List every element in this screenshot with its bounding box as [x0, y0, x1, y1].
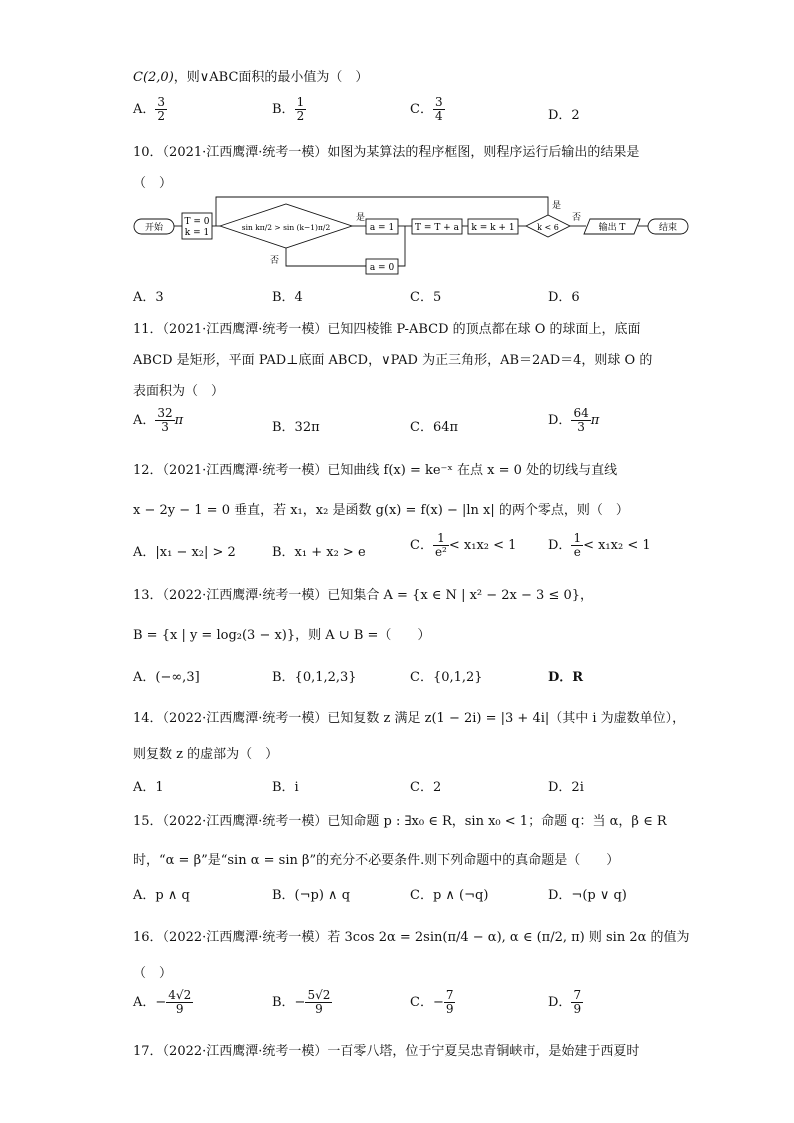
q16-option-d[interactable]: D． $\frac{7}{9}$ [548, 988, 582, 1016]
q14-option-a[interactable]: A．1 [133, 780, 164, 795]
svg-text:T = 0: T = 0 [184, 217, 210, 227]
q12-option-c[interactable]: C． $\frac{1}{\text{e²}}$ < x₁x₂ < 1 [410, 531, 517, 559]
q16-line1: 16．（2022·江西鹰潭·统考一模）若 3cos 2α = 2sin(π/4 − α), α ∈ (π/2, π) 则 sin 2α 的值为 [133, 930, 690, 945]
q9-tail: C(2,0)，则∨ABC面积的最小值为（ ） [133, 70, 369, 85]
q12-option-b[interactable]: B．x₁ + x₂ > e [272, 545, 366, 560]
q10-option-c[interactable]: C．5 [410, 290, 442, 305]
svg-text:输出 T: 输出 T [598, 223, 626, 233]
q15-option-a[interactable]: A．p ∧ q [133, 888, 190, 903]
q11-option-b[interactable]: B．32π [272, 420, 320, 435]
svg-text:k = 1: k = 1 [184, 228, 210, 238]
q14-option-d[interactable]: D．2i [548, 780, 584, 795]
q9-option-b[interactable]: B． $\frac{1}{2}$ [272, 95, 305, 123]
q10-option-a[interactable]: A．3 [133, 290, 164, 305]
q16-line2: （ ） [133, 966, 173, 981]
q11-option-d[interactable]: D． $\frac{64}{3}$ π [548, 406, 600, 434]
q12-line1: 12．（2021·江西鹰潭·统考一模）已知曲线 f(x) = ke⁻ˣ 在点 x = 0 处的切线与直线 [133, 463, 618, 478]
q10-option-d[interactable]: D．6 [548, 290, 580, 305]
svg-text:是: 是 [356, 213, 366, 223]
q13-line2: B = {x | y = log₂(3 − x)}，则 A ∪ B =（ ） [133, 628, 431, 643]
q13-option-c[interactable]: C．{0,1,2} [410, 670, 483, 685]
q13-option-b[interactable]: B．{0,1,2,3} [272, 670, 357, 685]
svg-text:a = 1: a = 1 [369, 223, 395, 233]
q10-paren: （ ） [133, 176, 173, 191]
q9-option-d[interactable]: D．2 [548, 108, 580, 123]
q15-option-c[interactable]: C．p ∧ (¬q) [410, 888, 489, 903]
q11-line3: 表面积为（ ） [133, 384, 225, 399]
svg-text:k < 6: k < 6 [537, 223, 559, 232]
svg-text:a = 0: a = 0 [369, 263, 395, 273]
q13-option-a[interactable]: A．(−∞,3] [133, 670, 200, 685]
svg-text:否: 否 [270, 256, 280, 266]
q14-option-b[interactable]: B．i [272, 780, 299, 795]
q15-option-b[interactable]: B．(¬p) ∧ q [272, 888, 351, 903]
q15-line2: 时，“α = β”是“sin α = sin β”的充分不必要条件.则下列命题中的真命题是（ ） [133, 853, 620, 868]
q16-option-a[interactable]: A．− $\frac{4√2}{9}$ [133, 988, 192, 1016]
q11-option-c[interactable]: C．64π [410, 420, 459, 435]
q9-option-c[interactable]: C． $\frac{3}{4}$ [410, 95, 443, 123]
svg-text:开始: 开始 [144, 223, 164, 233]
q12-option-d[interactable]: D． $\frac{1}{e}$ < x₁x₂ < 1 [548, 531, 651, 559]
svg-text:是: 是 [552, 201, 562, 211]
q14-line1: 14．（2022·江西鹰潭·统考一模）已知复数 z 满足 z(1 − 2i) = |3 + 4i|（其中 i 为虚数单位）， [133, 711, 686, 726]
q14-line2: 则复数 z 的虚部为（ ） [133, 747, 279, 762]
q13-option-d[interactable]: D．R [548, 670, 584, 685]
q17-line1: 17．（2022·江西鹰潭·统考一模）一百零八塔，位于宁夏吴忠青铜峡市，是始建于西夏时 [133, 1044, 640, 1059]
flowchart [128, 193, 694, 277]
q11-line1: 11．（2021·江西鹰潭·统考一模）已知四棱锥 P-ABCD 的顶点都在球 O 的球面上，底面 [133, 322, 641, 337]
q11-option-a[interactable]: A． $\frac{32}{3}$ π [133, 406, 184, 434]
q9-option-a[interactable]: A． $\frac{3}{2}$ [133, 95, 166, 123]
q12-option-a[interactable]: A．|x₁ − x₂| > 2 [133, 545, 236, 560]
svg-text:T = T + a: T = T + a [415, 223, 459, 233]
q16-option-b[interactable]: B．− $\frac{5√2}{9}$ [272, 988, 331, 1016]
svg-text:k = k + 1: k = k + 1 [471, 223, 515, 233]
q12-line2: x − 2y − 1 = 0 垂直，若 x₁，x₂ 是函数 g(x) = f(x) − |ln x| 的两个零点，则（ ） [133, 503, 629, 518]
q11-line2: ABCD 是矩形，平面 PAD⊥底面 ABCD，∨PAD 为正三角形，AB＝2AD＝4，则球 O 的 [133, 353, 653, 368]
svg-text:sin kπ/2 > sin (k−1)π/2: sin kπ/2 > sin (k−1)π/2 [241, 223, 331, 232]
q16-option-c[interactable]: C．− $\frac{7}{9}$ [410, 988, 454, 1016]
q13-line1: 13．（2022·江西鹰潭·统考一模）已知集合 A = {x ∈ N | x² − 2x − 3 ≤ 0}， [133, 588, 594, 603]
q15-option-d[interactable]: D．¬(p ∨ q) [548, 888, 627, 903]
svg-text:否: 否 [572, 213, 582, 223]
q10-stem: 10．（2021·江西鹰潭·统考一模）如图为某算法的程序框图，则程序运行后输出的结果是 [133, 145, 640, 160]
q10-option-b[interactable]: B．4 [272, 290, 303, 305]
svg-text:结束: 结束 [658, 223, 678, 233]
q14-option-c[interactable]: C．2 [410, 780, 442, 795]
q15-line1: 15．（2022·江西鹰潭·统考一模）已知命题 p : ∃x₀ ∈ R，sin x₀ < 1；命题 q：当 α，β ∈ R [133, 814, 667, 829]
